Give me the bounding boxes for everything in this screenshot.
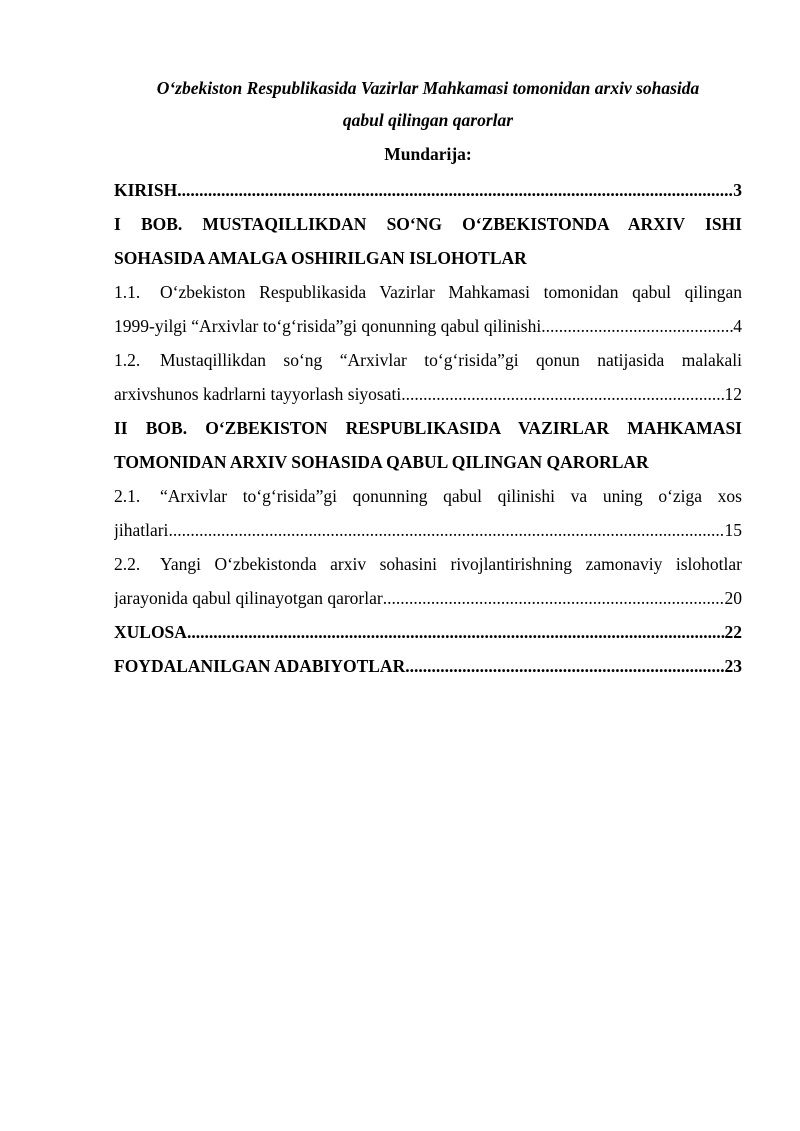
toc-heading: Mundarija:: [384, 144, 472, 164]
toc-entry-xulosa[interactable]: [114, 615, 742, 649]
dot-leader: [405, 649, 724, 683]
toc-section-2-2[interactable]: [114, 547, 742, 615]
dot-leader: [383, 581, 725, 615]
toc-page-number: 12: [724, 384, 742, 404]
dot-leader: [187, 615, 725, 649]
toc-section-line-2: jarayonida qabul qilinayotgan qarorlar: [114, 588, 383, 608]
toc-entry-kirish[interactable]: [114, 173, 742, 207]
toc-chapter-2-line-2: TOMONIDAN ARXIV SOHASIDA QABUL QILINGAN QARORLAR: [114, 452, 649, 472]
toc-section-number: 1.2.: [114, 350, 141, 370]
toc-page-number: 15: [724, 520, 742, 540]
toc-entry-text: XULOSA: [114, 622, 187, 642]
toc-chapter-2[interactable]: [114, 411, 742, 479]
toc-section-line-2: arxivshunos kadrlarni tayyorlash siyosati: [114, 384, 402, 404]
dot-leader: [401, 377, 724, 411]
table-of-contents: [114, 173, 742, 683]
toc-section-number: 2.2.: [114, 554, 141, 574]
toc-section-line-1: “Arxivlar to‘g‘risida”gi qonunning qabul qilinishi va uning o‘ziga xos: [160, 486, 742, 506]
toc-section-1-1[interactable]: [114, 275, 742, 343]
toc-page-number: 3: [733, 180, 742, 200]
dot-leader: [541, 309, 733, 343]
toc-page-number: 4: [733, 316, 742, 336]
document-title: [114, 72, 742, 136]
document-page: [114, 72, 742, 683]
toc-chapter-2-line-1: II BOB. O‘ZBEKISTON RESPUBLIKASIDA VAZIRLAR MAHKAMASI: [114, 418, 742, 438]
toc-page-number: 23: [724, 656, 742, 676]
toc-page-number: 22: [724, 622, 742, 642]
toc-chapter-1-line-2: SOHASIDA AMALGA OSHIRILGAN ISLOHOTLAR: [114, 248, 527, 268]
toc-section-line-1: O‘zbekiston Respublikasida Vazirlar Mahkamasi tomonidan qabul qilingan: [160, 282, 742, 302]
dot-leader: [168, 513, 724, 547]
toc-section-line-2: jihatlari: [114, 520, 169, 540]
title-line-1: O‘zbekiston Respublikasida Vazirlar Mahkamasi tomonidan arxiv sohasida: [156, 78, 700, 98]
toc-section-1-2[interactable]: [114, 343, 742, 411]
toc-section-2-1[interactable]: [114, 479, 742, 547]
toc-entry-text: KIRISH: [114, 180, 178, 200]
toc-section-line-1: Mustaqillikdan so‘ng “Arxivlar to‘g‘risida”gi qonun natijasida malakali: [160, 350, 742, 370]
toc-section-line-1: Yangi O‘zbekistonda arxiv sohasini rivojlantirishning zamonaviy islohotlar: [160, 554, 742, 574]
toc-section-number: 2.1.: [114, 486, 141, 506]
toc-chapter-1[interactable]: [114, 207, 742, 275]
title-line-2: qabul qilingan qarorlar: [342, 110, 514, 130]
dot-leader: [177, 173, 733, 207]
toc-page-number: 20: [724, 588, 742, 608]
toc-entry-foydalanilgan-adabiyotlar[interactable]: [114, 649, 742, 683]
toc-chapter-1-line-1: I BOB. MUSTAQILLIKDAN SO‘NG O‘ZBEKISTONDA ARXIV ISHI: [114, 214, 742, 234]
toc-section-number: 1.1.: [114, 282, 141, 302]
toc-entry-text: FOYDALANILGAN ADABIYOTLAR: [114, 656, 406, 676]
toc-section-line-2: 1999-yilgi “Arxivlar to‘g‘risida”gi qonunning qabul qilinishi: [114, 316, 542, 336]
